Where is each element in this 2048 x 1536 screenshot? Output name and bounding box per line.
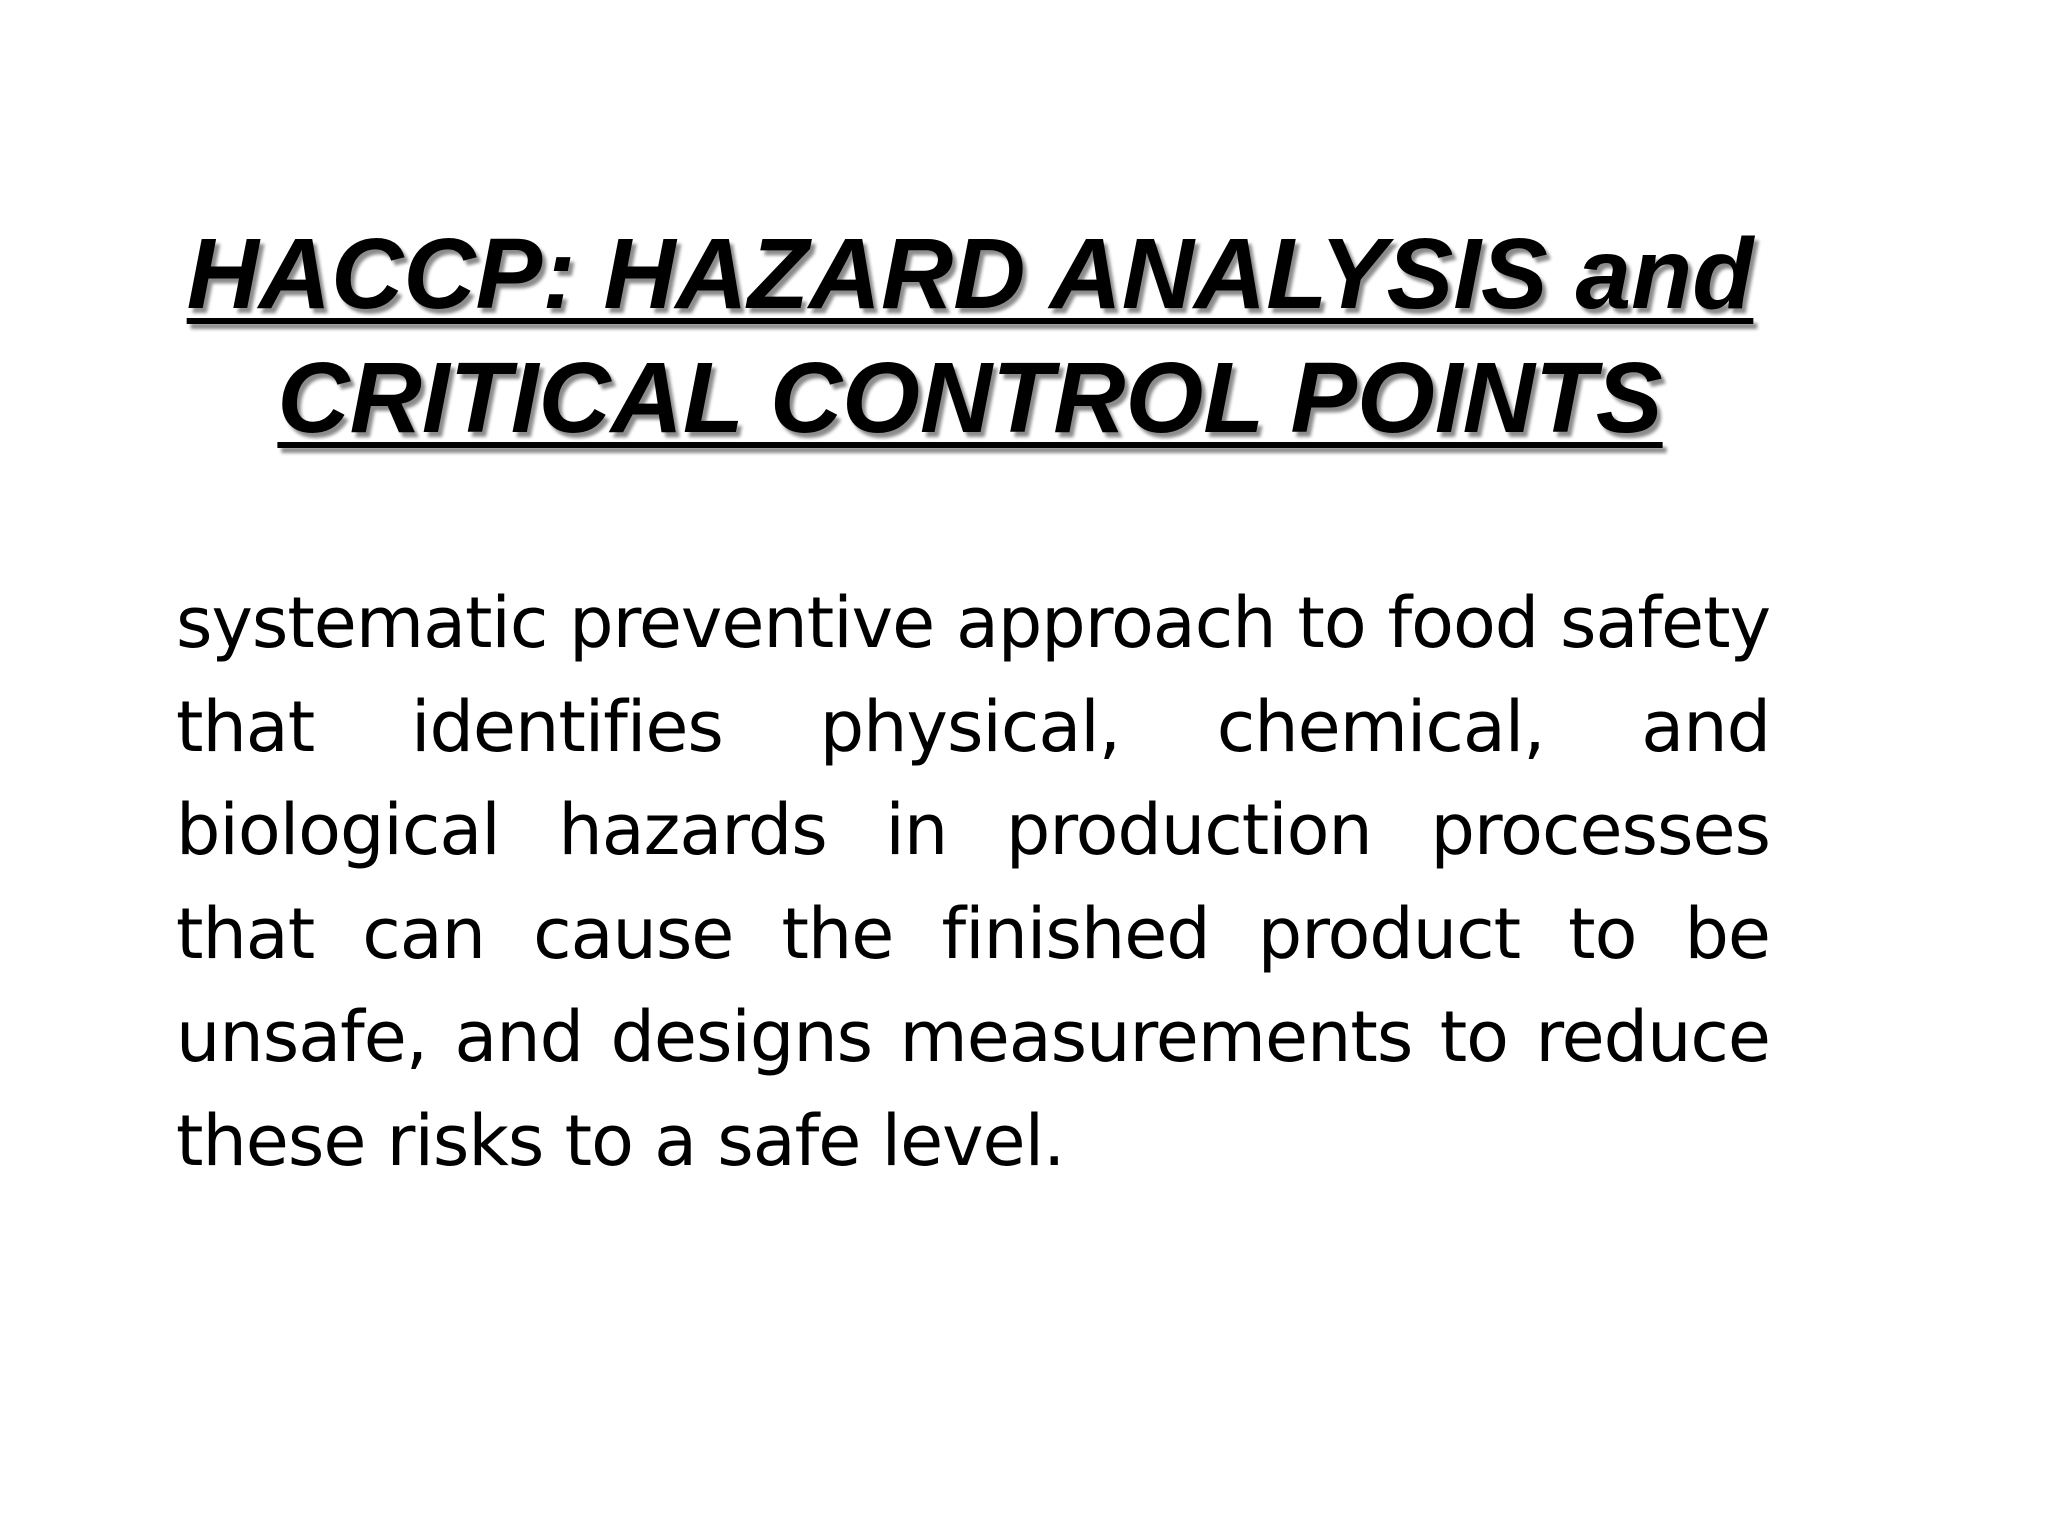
slide-title bbox=[160, 212, 1780, 460]
slide-title-line-2: CRITICAL CONTROL POINTS bbox=[277, 342, 1663, 454]
slide-title-line-1: HACCP: HAZARD ANALYSIS and bbox=[186, 218, 1754, 330]
slide-body-text: systematic preventive approach to food safety that identifies physical, chemical, and biological hazards in production processes that can cause the finished product to be unsafe, and designs measurements to reduce these risks to a safe level. bbox=[176, 582, 1770, 1182]
